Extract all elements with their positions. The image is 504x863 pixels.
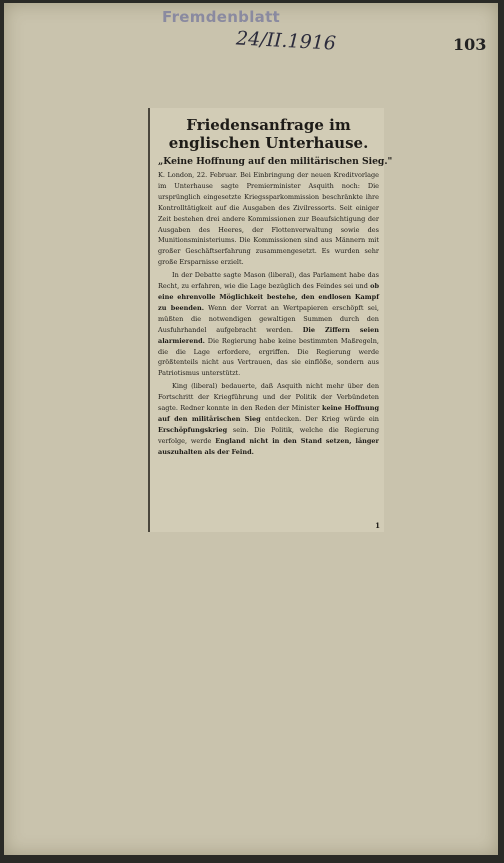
article-subheadline: „Keine Hoffnung auf den militärischen Sieg.": [158, 156, 393, 167]
handwritten-date: 24/II.1916: [235, 27, 337, 55]
page-number: 103: [453, 35, 487, 54]
paragraph-2-bold-b: ob eine ehrenvolle Möglichkeit bestehe, den endlosen Kampf zu beenden.: [158, 282, 379, 312]
newspaper-clipping: [148, 108, 393, 532]
article-headline: Friedensanfrage im englischen Unterhause.: [168, 116, 369, 152]
paragraph-3-bold-f: England nicht in den Stand setzen, länger auszuhalten als der Feind.: [158, 436, 379, 456]
article-paragraph-3: [158, 381, 379, 457]
paragraph-3-text-c: entdecken. Der Krieg würde ein: [264, 414, 379, 423]
paragraph-3-bold-b: keine Hoffnung auf den militärischen Sieg: [158, 404, 379, 423]
paragraph-1-text: K. London, 22. Februar. Bei Einbringung der neuen Kreditvorlage im Unterhause sagte Premierminister Asquith noch: Die ursprünglich eingesetzte Kriegssparkommission beschränkte ihre Kontrolltätigkeit auf die Ausgaben des Zivilressorts. Seit einiger Zeit bestehen drei andere Kommissionen zur Beaufsichtigung der Ausgaben des Heeres, der Flottenverwaltung sowie des Munitionsministeriums. Die Kommissionen sind aus Männern mit großer Geschäftserfahrung zusammengesetzt. Es wurden sehr große Ersparnisse erzielt.: [158, 171, 379, 267]
newspaper-stamp: Fremdenblatt: [162, 8, 281, 26]
paragraph-2-bold-d: Die Ziffern seien alarmierend.: [158, 325, 379, 345]
article-paragraph-2: [158, 270, 379, 379]
paragraph-2-text-a: In der Debatte sagte Mason (liberal), das Parlament habe das Recht, zu erfahren, wie die Lage bezüglich des Feindes sei und: [158, 271, 379, 291]
paragraph-2-text-e: Die Regierung habe keine bestimmten Maßregeln, die die Lage erfordere, ergriffen. Die Regierung werde größtenteils nicht aus Vertrauen, das sie einflöße, sondern aus Patriotismus unterstützt.: [158, 336, 379, 378]
paragraph-3-bold-d: Erschöpfungskrieg: [158, 425, 228, 434]
article-paragraph-1: [158, 170, 379, 268]
paragraph-3-text-e: sein. Die Politik, welche die Regierung verfolge, werde: [158, 425, 379, 445]
end-mark: 1: [375, 521, 380, 530]
paragraph-2-text-c: Wenn der Vorrat an Wertpapieren erschöpft sei, müßten die notwendigen gewaltigen Summen durch den Ausfuhrhandel aufgebracht werden.: [158, 303, 379, 334]
paragraph-3-text-a: King (liberal) bedauerte, daß Asquith nicht mehr über den Fortschritt der Kriegführung und der Politik der Verbündeten sagte. Redner konnte in den Reden der Minister: [158, 382, 379, 413]
